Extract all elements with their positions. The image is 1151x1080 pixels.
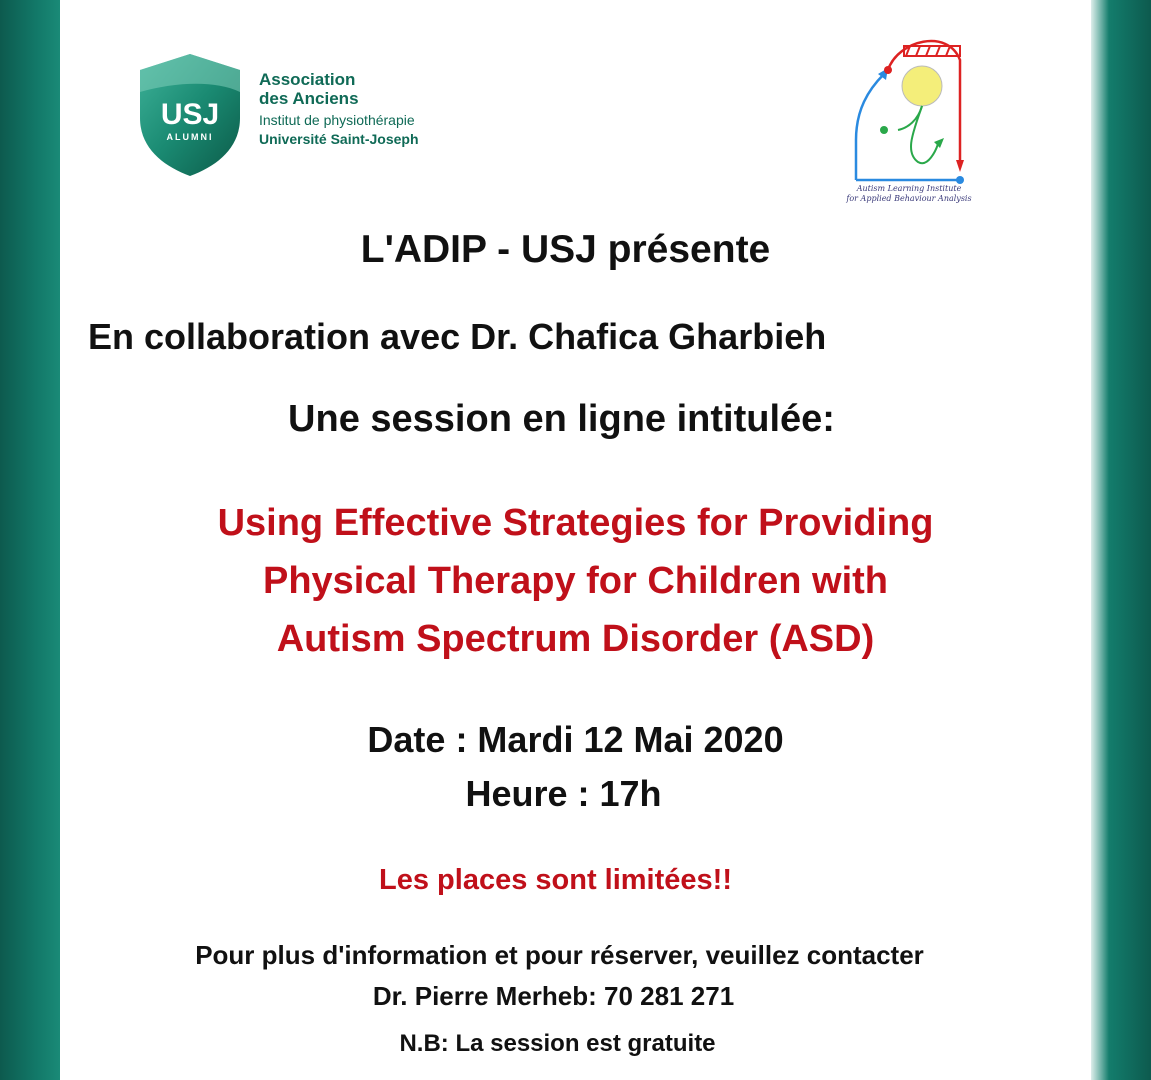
ali-caption-line2: for Applied Behaviour Analysis [846, 194, 972, 203]
usj-line-anciens: des Anciens [259, 89, 359, 108]
free-session-note: N.B: La session est gratuite [399, 1030, 716, 1057]
session-title-line: Autism Spectrum Disorder (ASD) [276, 618, 875, 660]
alumni-badge-text: ALUMNI [166, 132, 214, 142]
left-teal-border [0, 0, 60, 1080]
session-intro: Une session en ligne intitulée: [288, 398, 835, 440]
ali-caption-line1: Autism Learning Institute [856, 184, 962, 193]
session-title [60, 494, 1091, 668]
info-text: Pour plus d'information et pour réserver, veuillez contacter [195, 940, 924, 970]
session-time: Heure : 17h [465, 773, 662, 814]
usj-line-universite: Université Saint-Joseph [259, 131, 419, 147]
usj-line-association: Association [259, 70, 356, 89]
collaboration-line: En collaboration avec Dr. Chafica Gharbieh [88, 316, 827, 357]
presents-heading: L'ADIP - USJ présente [360, 228, 771, 271]
ali-caption [846, 184, 972, 204]
autism-learning-institute-logo [848, 20, 972, 186]
limited-places-notice: Les places sont limitées!! [379, 864, 732, 896]
contact-line: Dr. Pierre Merheb: 70 281 271 [372, 981, 735, 1011]
session-date: Date : Mardi 12 Mai 2020 [367, 719, 784, 760]
session-title-line: Physical Therapy for Children with [262, 560, 888, 602]
right-teal-border [1091, 0, 1151, 1080]
usj-association-text [259, 70, 419, 148]
usj-alumni-shield-logo [135, 52, 245, 178]
usj-line-institut: Institut de physiothérapie [259, 112, 415, 128]
session-title-line: Using Effective Strategies for Providing [217, 502, 934, 544]
usj-badge-text: USJ [160, 98, 220, 131]
